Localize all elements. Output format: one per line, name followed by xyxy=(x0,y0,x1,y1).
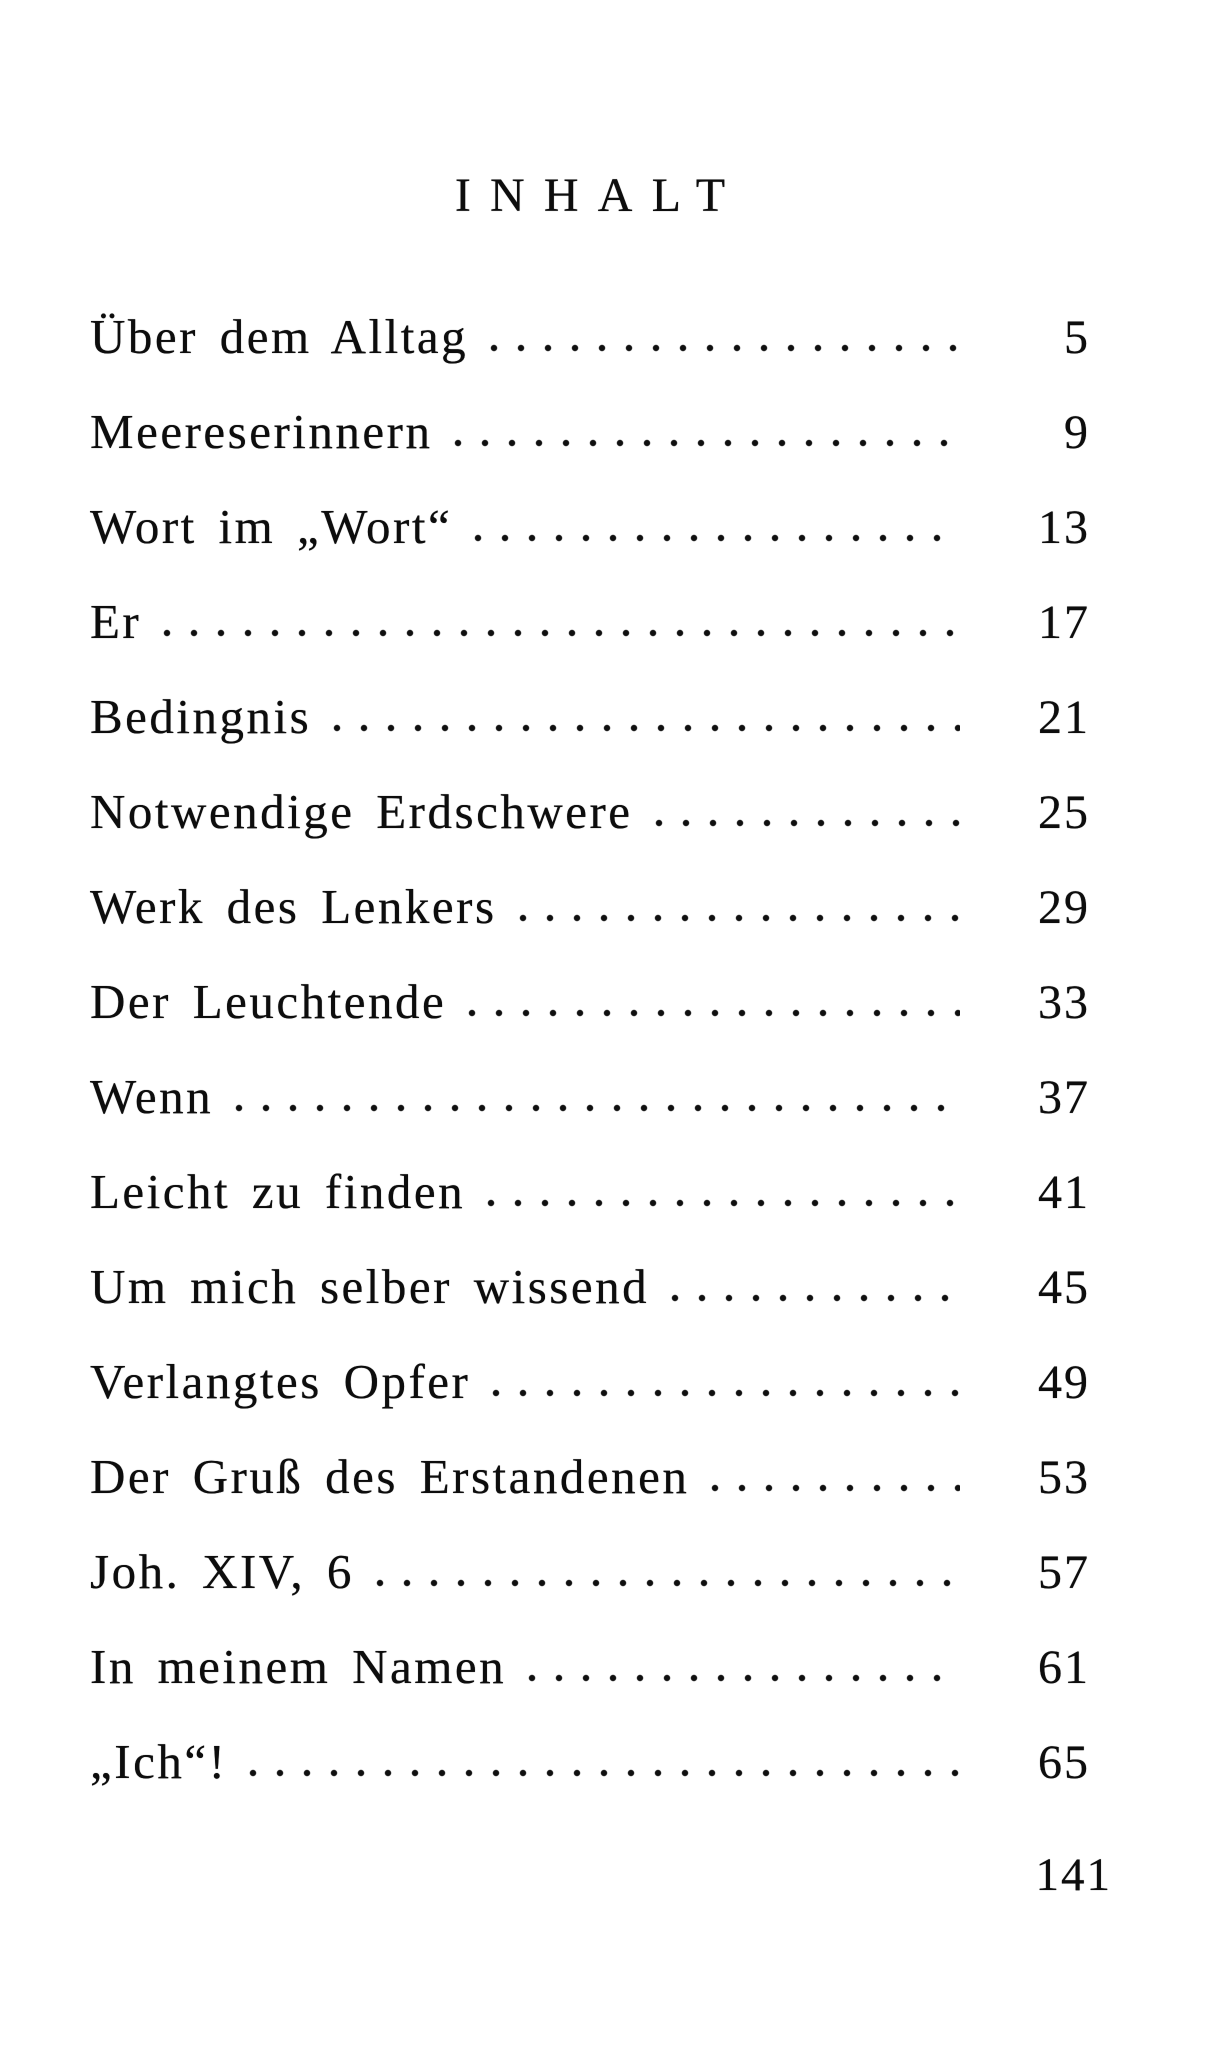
toc-entry-label: Er xyxy=(90,594,142,649)
dot-leader xyxy=(492,1388,960,1398)
toc-entry-label: Leicht zu finden xyxy=(90,1164,466,1219)
toc-entry-label: Meereserinnern xyxy=(90,404,433,459)
toc-entry-page: 33 xyxy=(1038,976,1090,1029)
toc-entry-page: 21 xyxy=(1038,691,1090,744)
dot-leader xyxy=(454,438,960,448)
toc-entry-page: 45 xyxy=(1038,1261,1090,1314)
dot-leader xyxy=(490,343,960,353)
toc-entry-label: „Ich“! xyxy=(90,1734,228,1789)
toc-entry-label: In meinem Namen xyxy=(90,1639,507,1694)
toc-entry-label: Der Gruß des Erstandenen xyxy=(90,1449,690,1504)
toc-entry xyxy=(90,308,1090,403)
toc-entry xyxy=(90,1163,1090,1258)
toc-entry-page: 25 xyxy=(1038,786,1090,839)
toc-entry xyxy=(90,593,1090,688)
dot-leader xyxy=(474,533,960,543)
toc-entry xyxy=(90,498,1090,593)
page-folio: 141 xyxy=(1035,1849,1112,1901)
toc-entry-page: 41 xyxy=(1038,1166,1090,1219)
toc-entry-page: 49 xyxy=(1038,1356,1090,1409)
toc-entry xyxy=(90,783,1090,878)
toc-entry xyxy=(90,403,1090,498)
toc-entry-page: 65 xyxy=(1038,1736,1090,1789)
toc-entry xyxy=(90,1353,1090,1448)
dot-leader xyxy=(249,1768,960,1778)
toc-entry-label: Verlangtes Opfer xyxy=(90,1354,471,1409)
toc-entry-page: 5 xyxy=(1064,311,1090,364)
toc-entry-page: 61 xyxy=(1038,1641,1090,1694)
toc-entry-label: Um mich selber wissend xyxy=(90,1259,650,1314)
dot-leader xyxy=(528,1673,960,1683)
dot-leader xyxy=(519,913,960,923)
toc-entry xyxy=(90,1448,1090,1543)
toc-entry-label: Wort im „Wort“ xyxy=(90,499,453,554)
toc-entry xyxy=(90,973,1090,1068)
toc-entry xyxy=(90,1543,1090,1638)
toc-entry-page: 29 xyxy=(1038,881,1090,934)
dot-leader xyxy=(333,723,960,733)
toc-entry xyxy=(90,688,1090,783)
table-of-contents xyxy=(90,308,1090,1828)
toc-entry-label: Über dem Alltag xyxy=(90,309,469,364)
toc-entry-page: 17 xyxy=(1038,596,1090,649)
toc-entry-label: Der Leuchtende xyxy=(90,974,447,1029)
toc-entry-page: 13 xyxy=(1038,501,1090,554)
dot-leader xyxy=(235,1103,960,1113)
dot-leader xyxy=(468,1008,960,1018)
toc-entry-label: Bedingnis xyxy=(90,689,312,744)
toc-entry xyxy=(90,1068,1090,1163)
toc-entry-page: 57 xyxy=(1038,1546,1090,1599)
toc-entry-label: Werk des Lenkers xyxy=(90,879,497,934)
toc-entry-label: Wenn xyxy=(90,1069,214,1124)
toc-entry xyxy=(90,1638,1090,1733)
toc-entry-label: Joh. XIV, 6 xyxy=(90,1544,354,1599)
dot-leader xyxy=(376,1578,960,1588)
toc-entry-page: 9 xyxy=(1064,406,1090,459)
dot-leader xyxy=(711,1483,960,1493)
dot-leader xyxy=(163,628,960,638)
dot-leader xyxy=(655,818,960,828)
toc-entry-page: 53 xyxy=(1038,1451,1090,1504)
toc-entry xyxy=(90,1258,1090,1353)
toc-entry xyxy=(90,1733,1090,1828)
dot-leader xyxy=(487,1198,960,1208)
toc-entry-page: 37 xyxy=(1038,1071,1090,1124)
toc-entry-label: Notwendige Erdschwere xyxy=(90,784,633,839)
toc-entry xyxy=(90,878,1090,973)
dot-leader xyxy=(671,1293,960,1303)
page-title: INHALT xyxy=(454,169,745,222)
